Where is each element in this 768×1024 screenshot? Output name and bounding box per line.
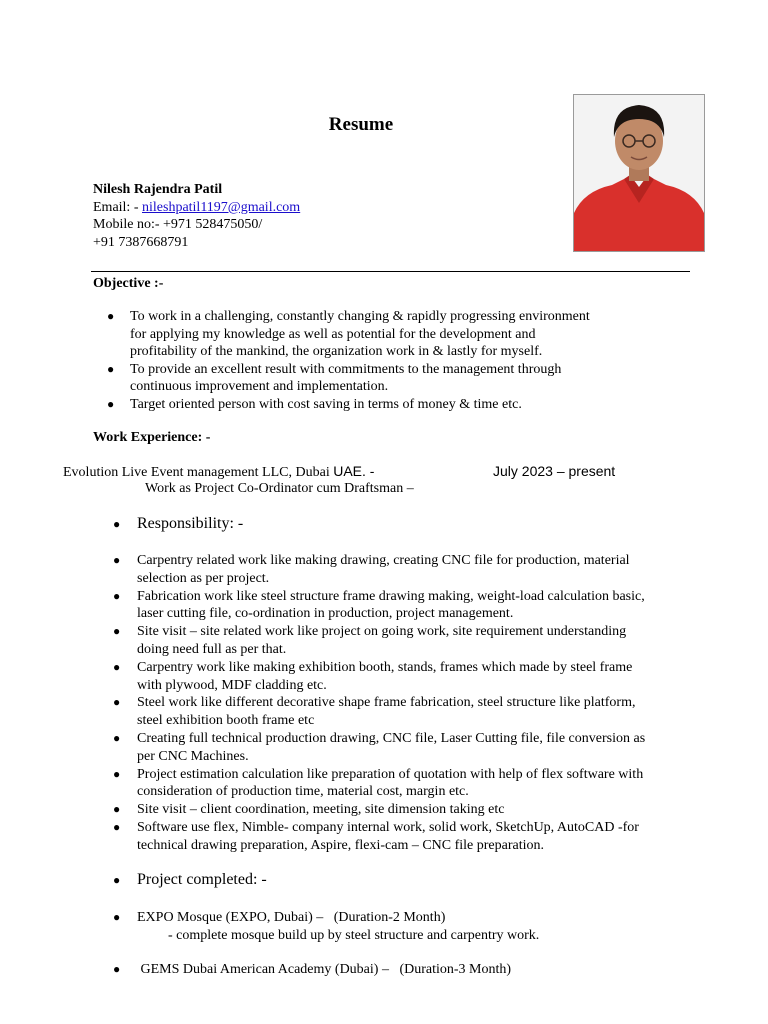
contact-block: [93, 181, 300, 251]
list-item-line: Carpentry work like making exhibition booth, stands, frames which made by steel frame: [137, 659, 633, 675]
bullet-icon: ●: [113, 517, 121, 531]
list-item: [113, 766, 703, 802]
employment-period: July 2023 – present: [493, 463, 616, 479]
list-item: [107, 396, 667, 414]
list-item: [113, 659, 703, 695]
list-item-line: for applying my knowledge as well as potential for the development and: [130, 326, 536, 342]
project-title: GEMS Dubai American Academy (Dubai) – (Duration-3 Month): [137, 962, 512, 977]
company-line: [63, 463, 374, 481]
bullet-icon: ●: [113, 766, 121, 781]
bullet-icon: ●: [113, 730, 121, 745]
candidate-name: Nilesh Rajendra Patil: [93, 182, 223, 197]
work-experience-heading: Work Experience: -: [93, 430, 211, 445]
bullet-icon: ●: [113, 962, 121, 976]
project-detail: - complete mosque build up by steel structure and carpentry work.: [168, 927, 540, 943]
bullet-icon: ●: [113, 624, 121, 639]
list-item-line: To work in a challenging, constantly changing & rapidly progressing environment: [130, 309, 590, 324]
list-item-line: Software use flex, Nimble- company internal work, solid work, SketchUp, AutoCAD -for: [137, 819, 639, 835]
list-item-line: Carpentry related work like making drawing, creating CNC file for production, material: [137, 553, 630, 568]
list-item-line: technical drawing preparation, Aspire, flexi-cam – CNC file preparation.: [137, 837, 545, 853]
horizontal-divider: [91, 271, 690, 272]
bullet-icon: ●: [113, 873, 121, 887]
bullet-icon: ●: [113, 695, 121, 710]
bullet-icon: ●: [107, 396, 115, 411]
job-role: Work as Project Co-Ordinator cum Draftsman –: [145, 481, 414, 496]
list-item: [113, 801, 703, 819]
list-item-line: Creating full technical production drawing, CNC file, Laser Cutting file, file conversion as: [137, 730, 646, 746]
list-item-line: Site visit – client coordination, meeting, site dimension taking etc: [137, 802, 505, 818]
list-item: [113, 623, 703, 659]
page-title: Resume: [328, 114, 394, 135]
responsibility-heading-text: Responsibility: -: [137, 515, 244, 532]
list-item-line: continuous improvement and implementation.: [130, 379, 389, 394]
responsibility-list: [113, 552, 703, 855]
list-item-line: Site visit – site related work like project on going work, site requirement understanding: [137, 624, 627, 640]
list-item: [113, 552, 703, 588]
list-item-line: with plywood, MDF cladding etc.: [137, 677, 327, 693]
bullet-icon: ●: [113, 553, 121, 567]
objective-list: [107, 308, 667, 413]
bullet-icon: ●: [113, 819, 121, 834]
list-item-line: Target oriented person with cost saving in terms of money & time etc.: [130, 396, 522, 412]
project-title: EXPO Mosque (EXPO, Dubai) – (Duration-2 Month): [137, 910, 446, 925]
list-item-line: laser cutting file, co-ordination in production, project management.: [137, 606, 514, 622]
bullet-icon: ●: [113, 588, 121, 603]
email-label: Email: -: [93, 199, 142, 215]
list-item-line: profitability of the mankind, the organization work in & lastly for myself.: [130, 344, 543, 359]
projects-heading-text: Project completed: -: [137, 871, 267, 888]
mobile-line-2: +91 7387668791: [93, 234, 189, 250]
objective-heading: Objective :-: [93, 276, 164, 291]
company-name: Evolution Live Event management LLC, Dubai: [63, 465, 334, 480]
list-item: [107, 308, 667, 361]
list-item-line: steel exhibition booth frame etc: [137, 713, 315, 729]
bullet-icon: ●: [113, 802, 121, 817]
projects-heading: [113, 871, 267, 889]
company-country: UAE. -: [333, 463, 375, 479]
list-item: [107, 361, 667, 396]
list-item-line: per CNC Machines.: [137, 748, 249, 764]
email-link[interactable]: nileshpatil1197@gmail.com: [142, 199, 301, 215]
bullet-icon: ●: [113, 659, 121, 674]
list-item-line: selection as per project.: [137, 570, 270, 586]
list-item-line: doing need full as per that.: [137, 641, 287, 657]
list-item-line: To provide an excellent result with commitments to the management through: [130, 361, 562, 377]
bullet-icon: ●: [107, 361, 115, 376]
person-photo-icon: [574, 95, 704, 251]
list-item-line: Fabrication work like steel structure frame drawing making, weight-load calculation basic,: [137, 588, 645, 604]
project-item: [113, 909, 703, 944]
mobile-line-1: Mobile no:- +971 528475050/: [93, 217, 263, 232]
list-item-line: Steel work like different decorative shape frame fabrication, steel structure like platform,: [137, 695, 636, 711]
list-item: [113, 819, 703, 855]
bullet-icon: ●: [107, 309, 115, 323]
list-item: [113, 588, 703, 624]
list-item-line: Project estimation calculation like preparation of quotation with help of flex software with: [137, 766, 644, 782]
responsibility-heading: [113, 515, 244, 533]
list-item: [113, 730, 703, 766]
list-item: [113, 694, 703, 730]
project-list: [113, 909, 703, 979]
profile-photo: [573, 94, 705, 252]
email-line: [93, 199, 300, 217]
list-item-line: consideration of production time, material cost, margin etc.: [137, 784, 469, 800]
project-item: [113, 961, 703, 979]
bullet-icon: ●: [113, 910, 121, 924]
